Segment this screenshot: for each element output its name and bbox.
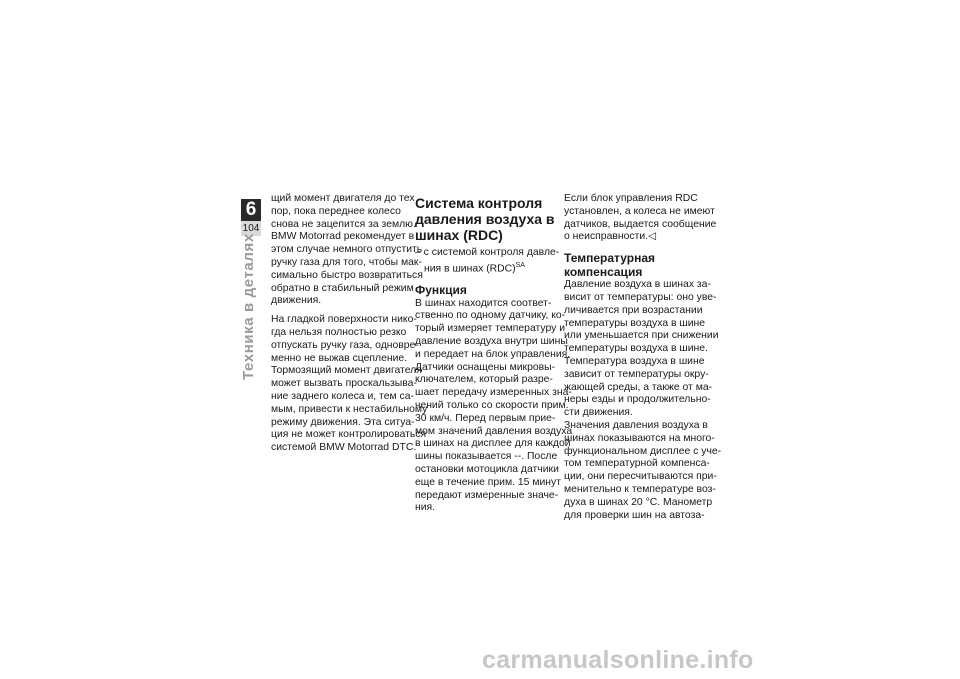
text-line: жающей среды, а также от ма- [564,381,713,393]
text-line: температуры воздуха в шине. [564,343,708,355]
text-line: температуры воздуха в шине [564,317,706,329]
text-line: функциональном дисплее с уче- [564,445,722,457]
column-2 [415,195,573,515]
text-line: 30 км/ч. Перед первым прие- [415,412,556,424]
text-line: Температура воздуха в шине [564,355,705,367]
text-line: мым, привести к нестабильному [271,403,428,415]
text-line: датчиков, выдается сообщение [564,218,717,230]
text-line: и передает на блок управления. [415,348,571,360]
text-line: Давление воздуха в шинах за- [564,279,711,291]
text-line: зависит от температуры окру- [564,368,709,380]
text-line: Датчики оснащены микровы- [415,361,556,373]
text-line: сти движения. [564,407,633,419]
chapter-number: 6 [241,199,261,221]
text-line: На гладкой поверхности нико- [271,314,417,326]
page-number: 104 [242,223,260,234]
text-line: о неисправности.◁ [564,231,657,243]
text-line: движения. [271,295,322,307]
equipment-bullet [415,247,560,276]
text-line: шины показывается --. После [415,451,558,463]
text-line: может вызвать проскальзыва- [271,378,417,390]
text-line: чений только со скорости прим. [415,399,569,411]
text-line: остановки мотоцикла датчики [415,463,559,475]
text-line: мом значений давления воздуха [415,425,573,437]
special-accessory-mark: SA [515,261,525,269]
text-line: в шинах на дисплее для каждой [415,438,571,450]
text-line: В шинах находится соответ- [415,297,552,309]
text-line: ручку газа для того, чтобы мак- [271,256,422,268]
text-line: висит от температуры: оно уве- [564,291,717,303]
text-line: ключателем, который разре- [415,374,553,386]
text-line: ния. [415,502,436,514]
text-line: – с системой контроля давле- [415,247,560,258]
text-line: ции, они пересчитываются при- [564,471,717,483]
text-line: ственно по одному датчику, ко- [415,310,566,322]
text-line: этом случае немного отпустить [271,244,423,256]
text-line: установлен, а колеса не имеют [564,205,715,217]
subheading [564,252,704,279]
column-3 [564,193,722,522]
heading-line: Температурная [564,251,655,266]
text-line: Тормозящий момент двигателя [271,365,422,377]
text-line: ция не может контролироваться [271,429,427,441]
text-line: гда нельзя полностью резко [271,326,407,338]
text-line: давление воздуха внутри шины [415,335,568,347]
text-line: Если блок управления RDC [564,193,698,204]
section-heading [415,195,555,243]
text-line: системой BMW Motorrad DTC. [271,442,417,454]
text-line: щий момент двигателя до тех [271,193,415,204]
text-line: снова не зацепится за землю. [271,218,416,230]
text-line: режиму движения. Эта ситуа- [271,416,415,428]
text-line: BMW Motorrad рекомендует в [271,231,415,243]
heading-line: компенсация [564,264,643,279]
text-line: неры езды и продолжительно- [564,394,711,406]
text-line: передают измеренные значе- [415,489,559,501]
text-line: менительно к температуре воз- [564,483,716,495]
text-line: духа в шинах 20 °C. Манометр [564,496,713,508]
text-line: или уменьшается при снижении [564,330,719,342]
paragraph [564,193,717,244]
paragraph [564,279,722,522]
text-line: еще в течение прим. 15 минут [415,476,561,488]
text-line: обратно в стабильный режим [271,282,414,294]
text-line: симально быстро возвратиться [271,269,423,281]
text-line: отпускать ручку газа, одновре- [271,339,419,351]
paragraph [415,297,573,516]
watermark: carmanualsonline.info [482,646,754,674]
text-line: торый измеряет температуру и [415,323,566,335]
text-line: менно не выжав сцепление. [271,352,408,364]
subheading: Функция [415,283,467,298]
text-line: ние заднего колеса и, тем са- [271,390,414,402]
paragraph [271,314,428,455]
text-line: пор, пока переднее колесо [271,205,401,217]
text-line: шает передачу измеренных зна- [415,387,572,399]
paragraph [271,193,423,308]
column-1 [271,193,428,455]
chapter-side-title: Техника в деталях [240,233,257,380]
heading-line: давления воздуха в [415,211,555,227]
text-line: шинах показываются на много- [564,432,715,444]
heading-line: Система контроля [415,195,543,211]
text-line: личивается при возрастании [564,304,703,316]
text-line [415,260,555,276]
text-line: для проверки шин на автоза- [564,509,705,521]
bullet-text: ния в шинах (RDC) [424,263,516,275]
heading-line: шинах (RDC) [415,227,503,243]
text-line: том температурной компенса- [564,458,710,470]
text-line: Значения давления воздуха в [564,419,708,431]
